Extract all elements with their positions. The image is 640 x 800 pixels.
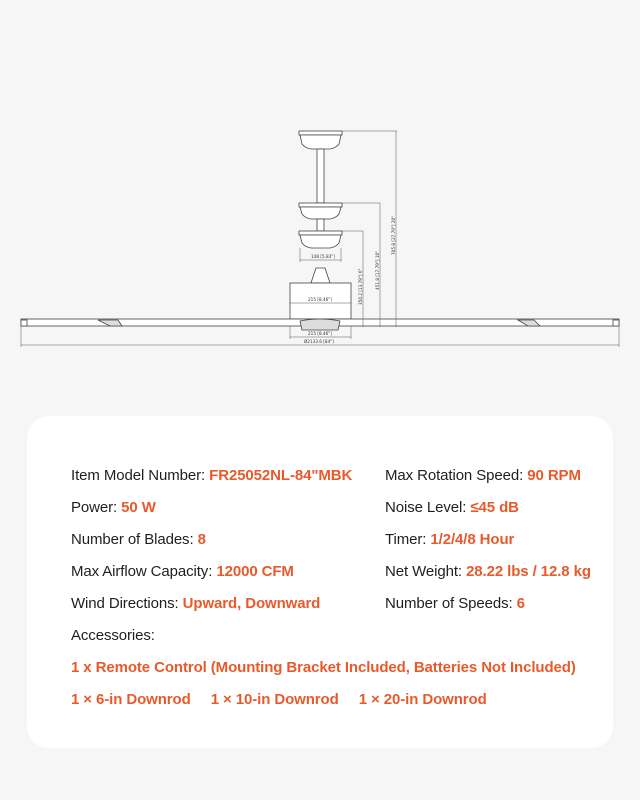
dim-canopy-width: 148 [5.83"]: [311, 254, 335, 259]
spec-value: 6: [516, 595, 525, 612]
spec-value: 90 RPM: [527, 467, 581, 484]
downrod: [317, 149, 324, 203]
spec-power: [71, 499, 156, 516]
accessory-remote-control: 1 x Remote Control (Mounting Bracket Included, Batteries Not Included): [71, 659, 576, 676]
spec-model-number: [71, 467, 352, 484]
spec-value: ≤45 dB: [470, 499, 519, 516]
spec-value: 12000 CFM: [216, 563, 294, 580]
spec-label: Item Model Number:: [71, 467, 210, 484]
spec-max-rotation-speed: [385, 467, 581, 484]
dim-height-10in: 451.8 [17.79"] 10": [375, 250, 380, 290]
spec-label: Power:: [71, 499, 122, 516]
accessory-10in-downrod: 1 × 10-in Downrod: [210, 691, 339, 708]
spec-label: Wind Directions:: [71, 595, 183, 612]
motor-coupler: [311, 268, 330, 283]
spec-label: Number of Blades:: [71, 531, 198, 548]
dim-height-20in: 705.8 [27.79"] 20": [391, 215, 396, 255]
lower-canopy: [299, 231, 342, 248]
spec-value: 50 W: [121, 499, 156, 516]
middle-canopy: [299, 203, 342, 231]
spec-number-of-speeds: [385, 595, 525, 612]
accessories-heading: Accessories:: [71, 627, 155, 644]
spec-max-airflow: [71, 563, 294, 580]
spec-label: Net Weight:: [385, 563, 467, 580]
spec-value: 8: [197, 531, 206, 548]
spec-number-of-blades: [71, 531, 206, 548]
motor-bottom: [300, 319, 340, 330]
spec-value: Upward, Downward: [182, 595, 321, 612]
accessory-downrods: [71, 691, 503, 708]
specifications-card: [27, 416, 613, 748]
spec-label: Noise Level:: [385, 499, 471, 516]
accessory-6in-downrod: 1 × 6-in Downrod: [71, 691, 191, 708]
dim-height-6in: 350.2 [13.79"] 6": [358, 268, 363, 305]
spec-label: Timer:: [385, 531, 431, 548]
spec-noise-level: [385, 499, 519, 516]
spec-value: 1/2/4/8 Hour: [430, 531, 515, 548]
accessory-20in-downrod: 1 × 20-in Downrod: [358, 691, 487, 708]
spec-label: Number of Speeds:: [385, 595, 517, 612]
spec-net-weight: [385, 563, 591, 580]
spec-value: FR25052NL-84"MBK: [209, 467, 353, 484]
top-canopy: [299, 131, 342, 149]
dim-motor-bottom-width: 215 [8.46"]: [308, 331, 332, 336]
spec-label: Max Rotation Speed:: [385, 467, 528, 484]
dim-blade-span: Ø2133.6 [84"]: [304, 339, 334, 344]
spec-label: Max Airflow Capacity:: [71, 563, 217, 580]
spec-timer: [385, 531, 514, 548]
spec-value: 28.22 lbs / 12.8 kg: [466, 563, 591, 580]
spec-wind-directions: [71, 595, 320, 612]
dim-motor-width: 215 [8.46"]: [308, 297, 332, 302]
